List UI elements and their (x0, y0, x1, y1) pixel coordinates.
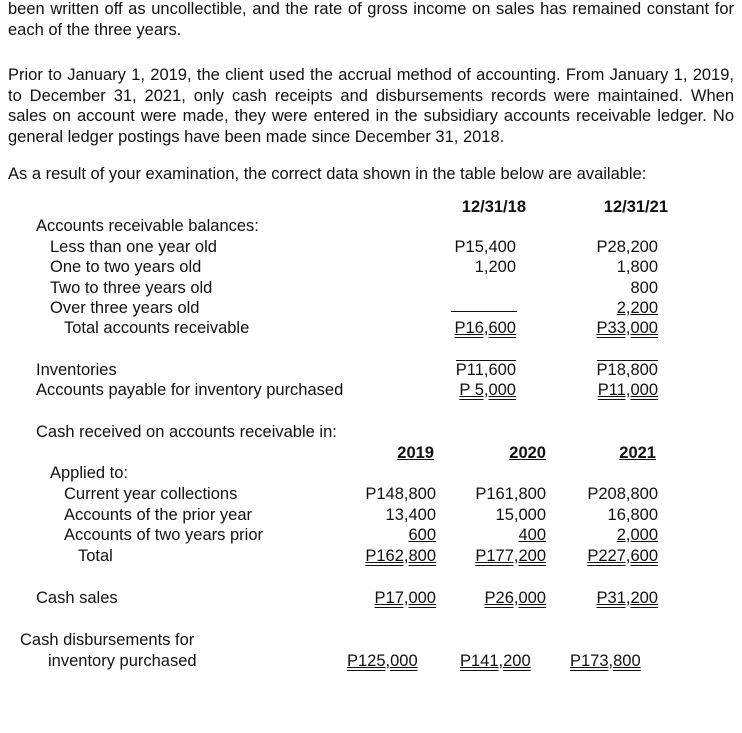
row-label-two-to-three-years: Two to three years old (50, 279, 213, 297)
payables-21: P11,000 (597, 381, 658, 399)
ar-total-21: P33,000 (596, 319, 658, 337)
header-12-31-21: 12/31/21 (603, 198, 668, 216)
row-label-one-to-two-years: One to two years old (50, 258, 202, 276)
ar-balances-label: Accounts receivable balances: (36, 217, 259, 235)
year-2019-header: 2019 (397, 444, 434, 462)
inventories-21: P18,800 (596, 361, 658, 379)
row-label-current-year: Current year collections (64, 485, 238, 503)
disbursements-2020: P141,200 (460, 652, 531, 670)
ar-value-21-row-3: 800 (630, 279, 658, 297)
cash-sales-2019: P17,000 (374, 589, 436, 607)
ar-value-18-row-1: P15,400 (454, 238, 516, 256)
disbursements-2019: P125,000 (347, 652, 418, 670)
row-label-less-than-one-year: Less than one year old (50, 238, 217, 256)
year-2021-header: 2021 (619, 444, 656, 462)
ar-value-21-row-1: P28,200 (596, 238, 658, 256)
disbursements-label-line2: inventory purchased (48, 652, 197, 670)
row-label-total: Total (78, 547, 113, 565)
intro-paragraph-3: As a result of your examination, the correct data shown in the table below are available: (8, 165, 647, 183)
row-label-total-ar: Total accounts receivable (64, 319, 250, 337)
payables-18: P 5,000 (459, 381, 516, 399)
ar-value-18-row-2: 1,200 (474, 258, 516, 276)
cash-2021-total: P227,600 (587, 547, 658, 565)
cash-sales-2020: P26,000 (484, 589, 546, 607)
row-label-over-three-years: Over three years old (50, 299, 200, 317)
cash-2020-two-prior: 400 (518, 526, 546, 544)
cash-2021-current: P208,800 (587, 485, 658, 503)
cash-2019-total: P162,800 (365, 547, 436, 565)
row-label-prior-year: Accounts of the prior year (64, 506, 253, 524)
cash-received-title: Cash received on accounts receivable in: (36, 423, 337, 441)
cash-2020-current: P161,800 (475, 485, 546, 503)
cash-2019-two-prior: 600 (408, 526, 436, 544)
year-2020-header: 2020 (509, 444, 546, 462)
row-label-two-years-prior: Accounts of two years prior (64, 526, 263, 544)
disbursements-label-line1: Cash disbursements for (20, 631, 195, 649)
cash-2019-prior: 13,400 (385, 506, 436, 524)
cash-2021-two-prior: 2,000 (616, 526, 658, 544)
intro-paragraph-2: Prior to January 1, 2019, the client used the accrual method of accounting. From January 1, 2019, to December 31, 2021, only cash receipts and disbursements records were maintained. When sales on account were made, they were entered in the subsidiary accounts receivable ledger. No general ledger postings have been made since December 31, 2018. (8, 66, 734, 146)
cash-sales-label: Cash sales (36, 589, 118, 607)
inventories-18: P11,600 (455, 361, 516, 379)
cash-2020-total: P177,200 (475, 547, 546, 565)
subtotal-rule-18 (451, 311, 517, 312)
intro-paragraph-1: been written off as uncollectible, and the rate of gross income on sales has remained constant for each of the three years. (8, 0, 734, 39)
disbursements-2021: P173,800 (570, 652, 641, 670)
ar-value-21-row-4: 2,200 (616, 299, 658, 317)
cash-sales-2021: P31,200 (596, 589, 658, 607)
applied-to-label: Applied to: (50, 464, 128, 482)
cash-2019-current: P148,800 (365, 485, 436, 503)
payables-label: Accounts payable for inventory purchased (36, 381, 344, 399)
ar-total-18: P16,600 (454, 319, 516, 337)
ar-value-21-row-2: 1,800 (616, 258, 658, 276)
header-12-31-18: 12/31/18 (461, 198, 526, 216)
inventories-label: Inventories (36, 361, 117, 379)
cash-2020-prior: 15,000 (495, 506, 546, 524)
cash-2021-prior: 16,800 (607, 506, 658, 524)
